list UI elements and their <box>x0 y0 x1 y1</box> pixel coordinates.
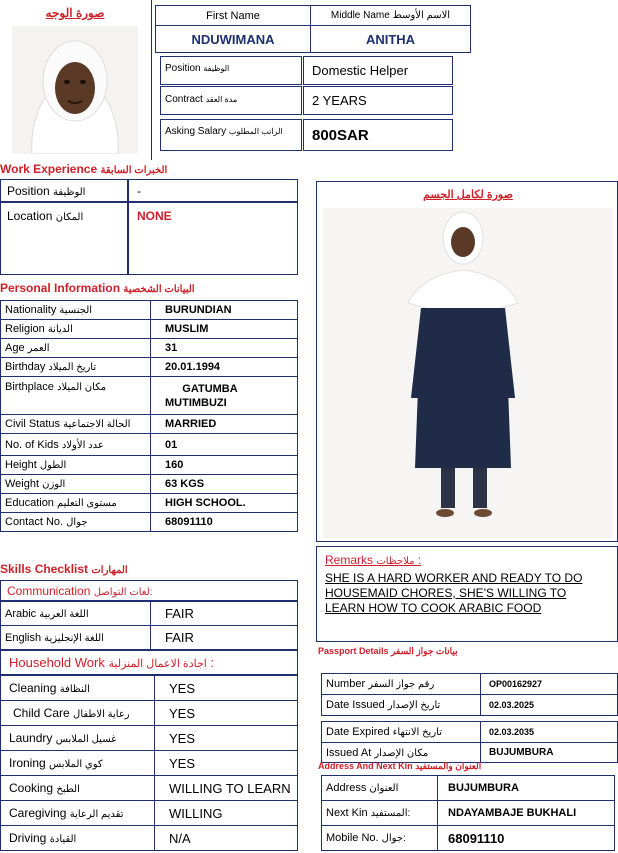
education-value: HIGH SCHOOL. <box>151 494 298 513</box>
full-photo <box>323 208 613 538</box>
work-location-label: Location <box>7 209 53 223</box>
table-row: Number رقم جواز السفر OP00162927 <box>322 674 618 695</box>
full-photo-label: صورة لكامل الجسم <box>423 189 513 201</box>
communication-header: Communication لغات التواصل: <box>0 580 298 601</box>
civil-status-value: MARRIED <box>151 415 298 434</box>
ironing-value: YES <box>155 751 298 776</box>
table-row: Child Care رعاية الاطفال YES <box>1 701 298 726</box>
work-location-label-cell <box>0 202 128 275</box>
work-position-label: Position <box>7 184 50 198</box>
language-table <box>0 601 298 650</box>
table-row: Civil Status الحالة الاجتماعية MARRIED <box>1 415 298 434</box>
nationality-value: BURUNDIAN <box>151 301 298 320</box>
face-photo <box>12 26 138 154</box>
birthplace-value: GATUMBA <box>182 382 238 395</box>
age-value: 31 <box>151 339 298 358</box>
position-label-ar: الوظيفة <box>203 64 230 73</box>
full-body-image <box>323 208 613 538</box>
table-row: Arabic اللغة العربية FAIR <box>1 602 298 626</box>
arabic-value: FAIR <box>151 602 298 626</box>
table-row: Address العنوان BUJUMBURA <box>322 776 615 801</box>
contract-label-ar: مدة العقد <box>205 95 238 104</box>
face-photo-frame <box>0 0 150 161</box>
personal-info-table <box>0 300 298 532</box>
mobile-value: 68091110 <box>438 826 615 851</box>
table-row: Birthday تاريخ الميلاد 20.01.1994 <box>1 358 298 377</box>
english-value: FAIR <box>151 626 298 650</box>
weight-value: 63 KGS <box>151 475 298 494</box>
table-row: Weight الوزن 63 KGS <box>1 475 298 494</box>
remarks-label: Remarks ملاحظات : <box>325 553 422 567</box>
table-row: English اللغة الإنجليزية FAIR <box>1 626 298 650</box>
table-row: Birthplace مكان الميلاد GATUMBA MUTIMBUZI <box>1 377 298 415</box>
passport-number-value: OP00162927 <box>481 674 618 695</box>
driving-value: N/A <box>155 826 298 851</box>
remarks-line-1: SHE IS A HARD WORKER AND READY TO DO <box>325 571 583 585</box>
name-table <box>155 5 471 53</box>
table-row: Next Kin المستفيد: NDAYAMBAJE BUKHALI <box>322 801 615 826</box>
first-name-value: NDUWIMANA <box>156 26 311 53</box>
face-photo-label: صورة الوجه <box>45 6 105 20</box>
salary-value: 800SAR <box>312 127 369 144</box>
kids-value: 01 <box>151 434 298 456</box>
table-row: Issued At مكان الإصدار BUJUMBURA <box>322 743 618 763</box>
first-name-label: First Name <box>156 6 311 26</box>
table-row: Cleaning النظافة YES <box>1 676 298 701</box>
address-value: BUJUMBURA <box>438 776 615 801</box>
portrait-image <box>12 26 138 154</box>
birthday-value: 20.01.1994 <box>151 358 298 377</box>
work-position-value-cell <box>128 179 298 202</box>
table-row: Cooking الطبخ WILLING TO LEARN <box>1 776 298 801</box>
salary-label-ar: الراتب المطلوب <box>228 127 283 136</box>
work-position-value: - <box>137 184 141 198</box>
issued-at-value: BUJUMBURA <box>481 743 618 763</box>
contract-value-cell <box>303 86 453 115</box>
passport-table <box>321 673 618 763</box>
religion-value: MUSLIM <box>151 320 298 339</box>
work-location-value: NONE <box>137 209 172 223</box>
salary-label-cell <box>160 119 302 151</box>
table-row: Caregiving تقديم الرعاية WILLING <box>1 801 298 826</box>
remarks-line-2: HOUSEMAID CHORES, SHE'S WILLING TO <box>325 586 567 600</box>
skills-title: Skills Checklist المهارات <box>0 562 128 576</box>
address-title: Address And Next Kin العنوان والمستفيد <box>318 761 482 771</box>
table-row: Religion الديانة MUSLIM <box>1 320 298 339</box>
table-row: Education مستوى التعليم HIGH SCHOOL. <box>1 494 298 513</box>
table-row: Mobile No. جوال: 68091110 <box>322 826 615 851</box>
position-label: Position <box>165 63 201 74</box>
position-value: Domestic Helper <box>312 63 409 78</box>
table-row: No. of Kids عدد الأولاد 01 <box>1 434 298 456</box>
contract-value: 2 YEARS <box>312 93 367 108</box>
contact-value: 68091110 <box>151 513 298 532</box>
table-row: Nationality الجنسية BURUNDIAN <box>1 301 298 320</box>
middle-name-value: ANITHA <box>311 26 471 53</box>
full-photo-frame <box>316 181 618 542</box>
cooking-value: WILLING TO LEARN <box>155 776 298 801</box>
table-row: Age العمر 31 <box>1 339 298 358</box>
child-care-value: YES <box>155 701 298 726</box>
face-photo-divider <box>151 0 152 160</box>
table-row: Laundry غسيل الملابس YES <box>1 726 298 751</box>
work-experience-title: Work Experience الخبرات السابقة <box>0 162 168 176</box>
position-label-cell <box>160 56 302 85</box>
next-kin-value: NDAYAMBAJE BUKHALI <box>438 801 615 826</box>
date-expired-value: 02.03.2035 <box>481 722 618 743</box>
table-row: Height الطول 160 <box>1 456 298 475</box>
height-value: 160 <box>151 456 298 475</box>
personal-info-title: Personal Information البيانات الشخصية <box>0 281 195 295</box>
cleaning-value: YES <box>155 676 298 701</box>
salary-value-cell <box>303 119 453 151</box>
salary-label: Asking Salary <box>165 126 227 137</box>
table-row: Contact No. جوال 68091110 <box>1 513 298 532</box>
remarks-line-3: LEARN HOW TO COOK ARABIC FOOD <box>325 601 542 615</box>
work-location-label-ar: المكان <box>55 212 84 223</box>
household-table <box>0 675 298 851</box>
table-row: Ironing كوي الملابس YES <box>1 751 298 776</box>
work-position-label-ar: الوظيفة <box>53 187 86 198</box>
laundry-value: YES <box>155 726 298 751</box>
remarks-box <box>316 546 618 642</box>
household-header: Household Work اجادة الاعمال المنزلية : <box>0 650 298 675</box>
work-position-label-cell <box>0 179 128 202</box>
birthplace-value-2: MUTIMBUZI <box>165 396 227 409</box>
date-issued-value: 02.03.2025 <box>481 695 618 716</box>
table-row: Driving القيادة N/A <box>1 826 298 851</box>
table-row: Date Issued تاريخ الإصدار 02.03.2025 <box>322 695 618 716</box>
passport-title: Passport Details بيانات جواز السفر <box>318 646 458 656</box>
contract-label-cell <box>160 86 302 115</box>
position-value-cell <box>303 56 453 85</box>
caregiving-value: WILLING <box>155 801 298 826</box>
middle-name-label: Middle Name الاسم الأوسط <box>311 6 471 26</box>
work-location-value-cell <box>128 202 298 275</box>
table-row: Date Expired تاريخ الانتهاء 02.03.2035 <box>322 722 618 743</box>
address-table <box>321 775 615 851</box>
contract-label: Contract <box>165 94 203 105</box>
